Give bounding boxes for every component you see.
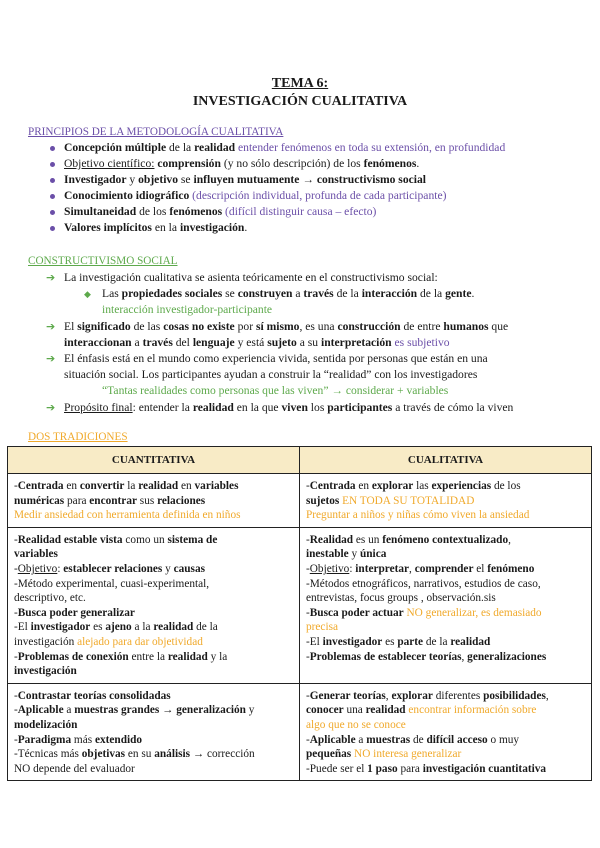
table-cell: -Centrada en convertir la realidad en variables numéricas para encontrar sus relaciones Medir ansiedad con herramienta definida en niños: [8, 474, 300, 528]
constructivismo-sub: Las propiedades sociales se construyen a través de la interacción de la gente.: [102, 287, 475, 300]
principio-item: Conocimiento idiográfico (descripción individual, profunda de cada participante): [64, 189, 447, 202]
arrow-icon: ➔: [46, 401, 56, 414]
bullet-icon: [50, 210, 55, 215]
constructivismo-p2: El significado de las cosas no existe por sí mismo, es una construcción de entre humanos que: [64, 320, 509, 333]
constructivismo-p3c: “Tantas realidades como personas que las viven” → considerar + variables: [102, 384, 449, 397]
table-row: [8, 474, 592, 528]
section-heading-tradiciones: DOS TRADICIONES: [28, 431, 128, 443]
arrow-icon: ➔: [46, 320, 56, 333]
table-cell: -Generar teorías, explorar diferentes posibilidades, conocer una realidad encontrar información sobre algo que no se conoce -Aplicable a muestras de difícil acceso o muy pequeñas NO interesa generalizar -Puede ser el 1 paso para investigación cuantitativa: [300, 683, 592, 781]
bullet-icon: [50, 162, 55, 167]
table-cell: -Realidad es un fenómeno contextualizado, inestable y única -Objetivo: interpretar, comprender el fenómeno -Métodos etnográficos, narrativos, estudios de caso, entrevistas, focus groups , observación.sis -Busca poder actuar NO generalizar, es demasiado precisa -El investigador es parte de la realidad -Problemas de establecer teorías, generalizaciones: [300, 527, 592, 683]
principio-item: Concepción múltiple de la realidad entender fenómenos en toda su extensión, en profundidad: [64, 141, 506, 154]
principio-item: Valores implícitos en la investigación.: [64, 221, 248, 234]
section-heading-constructivismo: CONSTRUCTIVISMO SOCIAL: [28, 255, 178, 267]
column-header-cualitativa: CUALITATIVA: [300, 447, 592, 474]
table-cell: -Realidad estable vista como un sistema de variables -Objetivo: establecer relaciones y causas -Método experimental, cuasi-experimental, descriptivo, etc. -Busca poder generalizar -El investigador es ajeno a la realidad de la investigación alejado para dar objetividad -Problemas de conexión entre la realidad y la investigación: [8, 527, 300, 683]
arrow-icon: ➔: [46, 271, 56, 284]
table-cell: -Contrastar teorías consolidadas -Aplicable a muestras grandes → generalización y modelización -Paradigma más extendido -Técnicas más objetivas en su análisis → corrección NO depende del evaluador: [8, 683, 300, 781]
constructivismo-sub2: interacción investigador-participante: [102, 303, 273, 316]
principio-item: Investigador y objetivo se influyen mutuamente → constructivismo social: [64, 173, 427, 186]
doc-title-line1: TEMA 6:: [271, 76, 329, 91]
bullet-icon: [50, 226, 55, 231]
constructivismo-p3b: situación social. Los participantes ayudan a construir la “realidad” con los investigadores: [64, 368, 478, 381]
constructivismo-p4: Propósito final: entender la realidad en la que viven los participantes a través de cómo la viven: [64, 401, 514, 414]
table-row: [8, 683, 592, 781]
diamond-icon: ◆: [84, 290, 91, 300]
table-row: [8, 527, 592, 683]
doc-title-line2: INVESTIGACIÓN CUALITATIVA: [192, 94, 408, 109]
constructivismo-p2b: interaccionan a través del lenguaje y está sujeto a su interpretación es subjetivo: [64, 336, 450, 349]
tradiciones-table: [7, 446, 592, 781]
constructivismo-p3: El énfasis está en el mundo como experiencia vivida, sentida por personas que están en una: [64, 352, 488, 365]
bullet-icon: [50, 194, 55, 199]
column-header-cuantitativa: CUANTITATIVA: [8, 447, 300, 474]
arrow-icon: ➔: [46, 352, 56, 365]
principio-item: Objetivo científico: comprensión (y no sólo descripción) de los fenómenos.: [64, 157, 420, 170]
constructivismo-p1: La investigación cualitativa se asienta teóricamente en el constructivismo social:: [64, 271, 438, 284]
bullet-icon: [50, 178, 55, 183]
bullet-icon: [50, 146, 55, 151]
table-cell: -Centrada en explorar las experiencias de los sujetos EN TODA SU TOTALIDAD Preguntar a niños y niñas cómo viven la ansiedad: [300, 474, 592, 528]
principio-item: Simultaneidad de los fenómenos (difícil distinguir causa – efecto): [64, 205, 377, 218]
table-header-row: [8, 447, 592, 474]
section-heading-principios: PRINCIPIOS DE LA METODOLOGÍA CUALITATIVA: [28, 126, 284, 138]
